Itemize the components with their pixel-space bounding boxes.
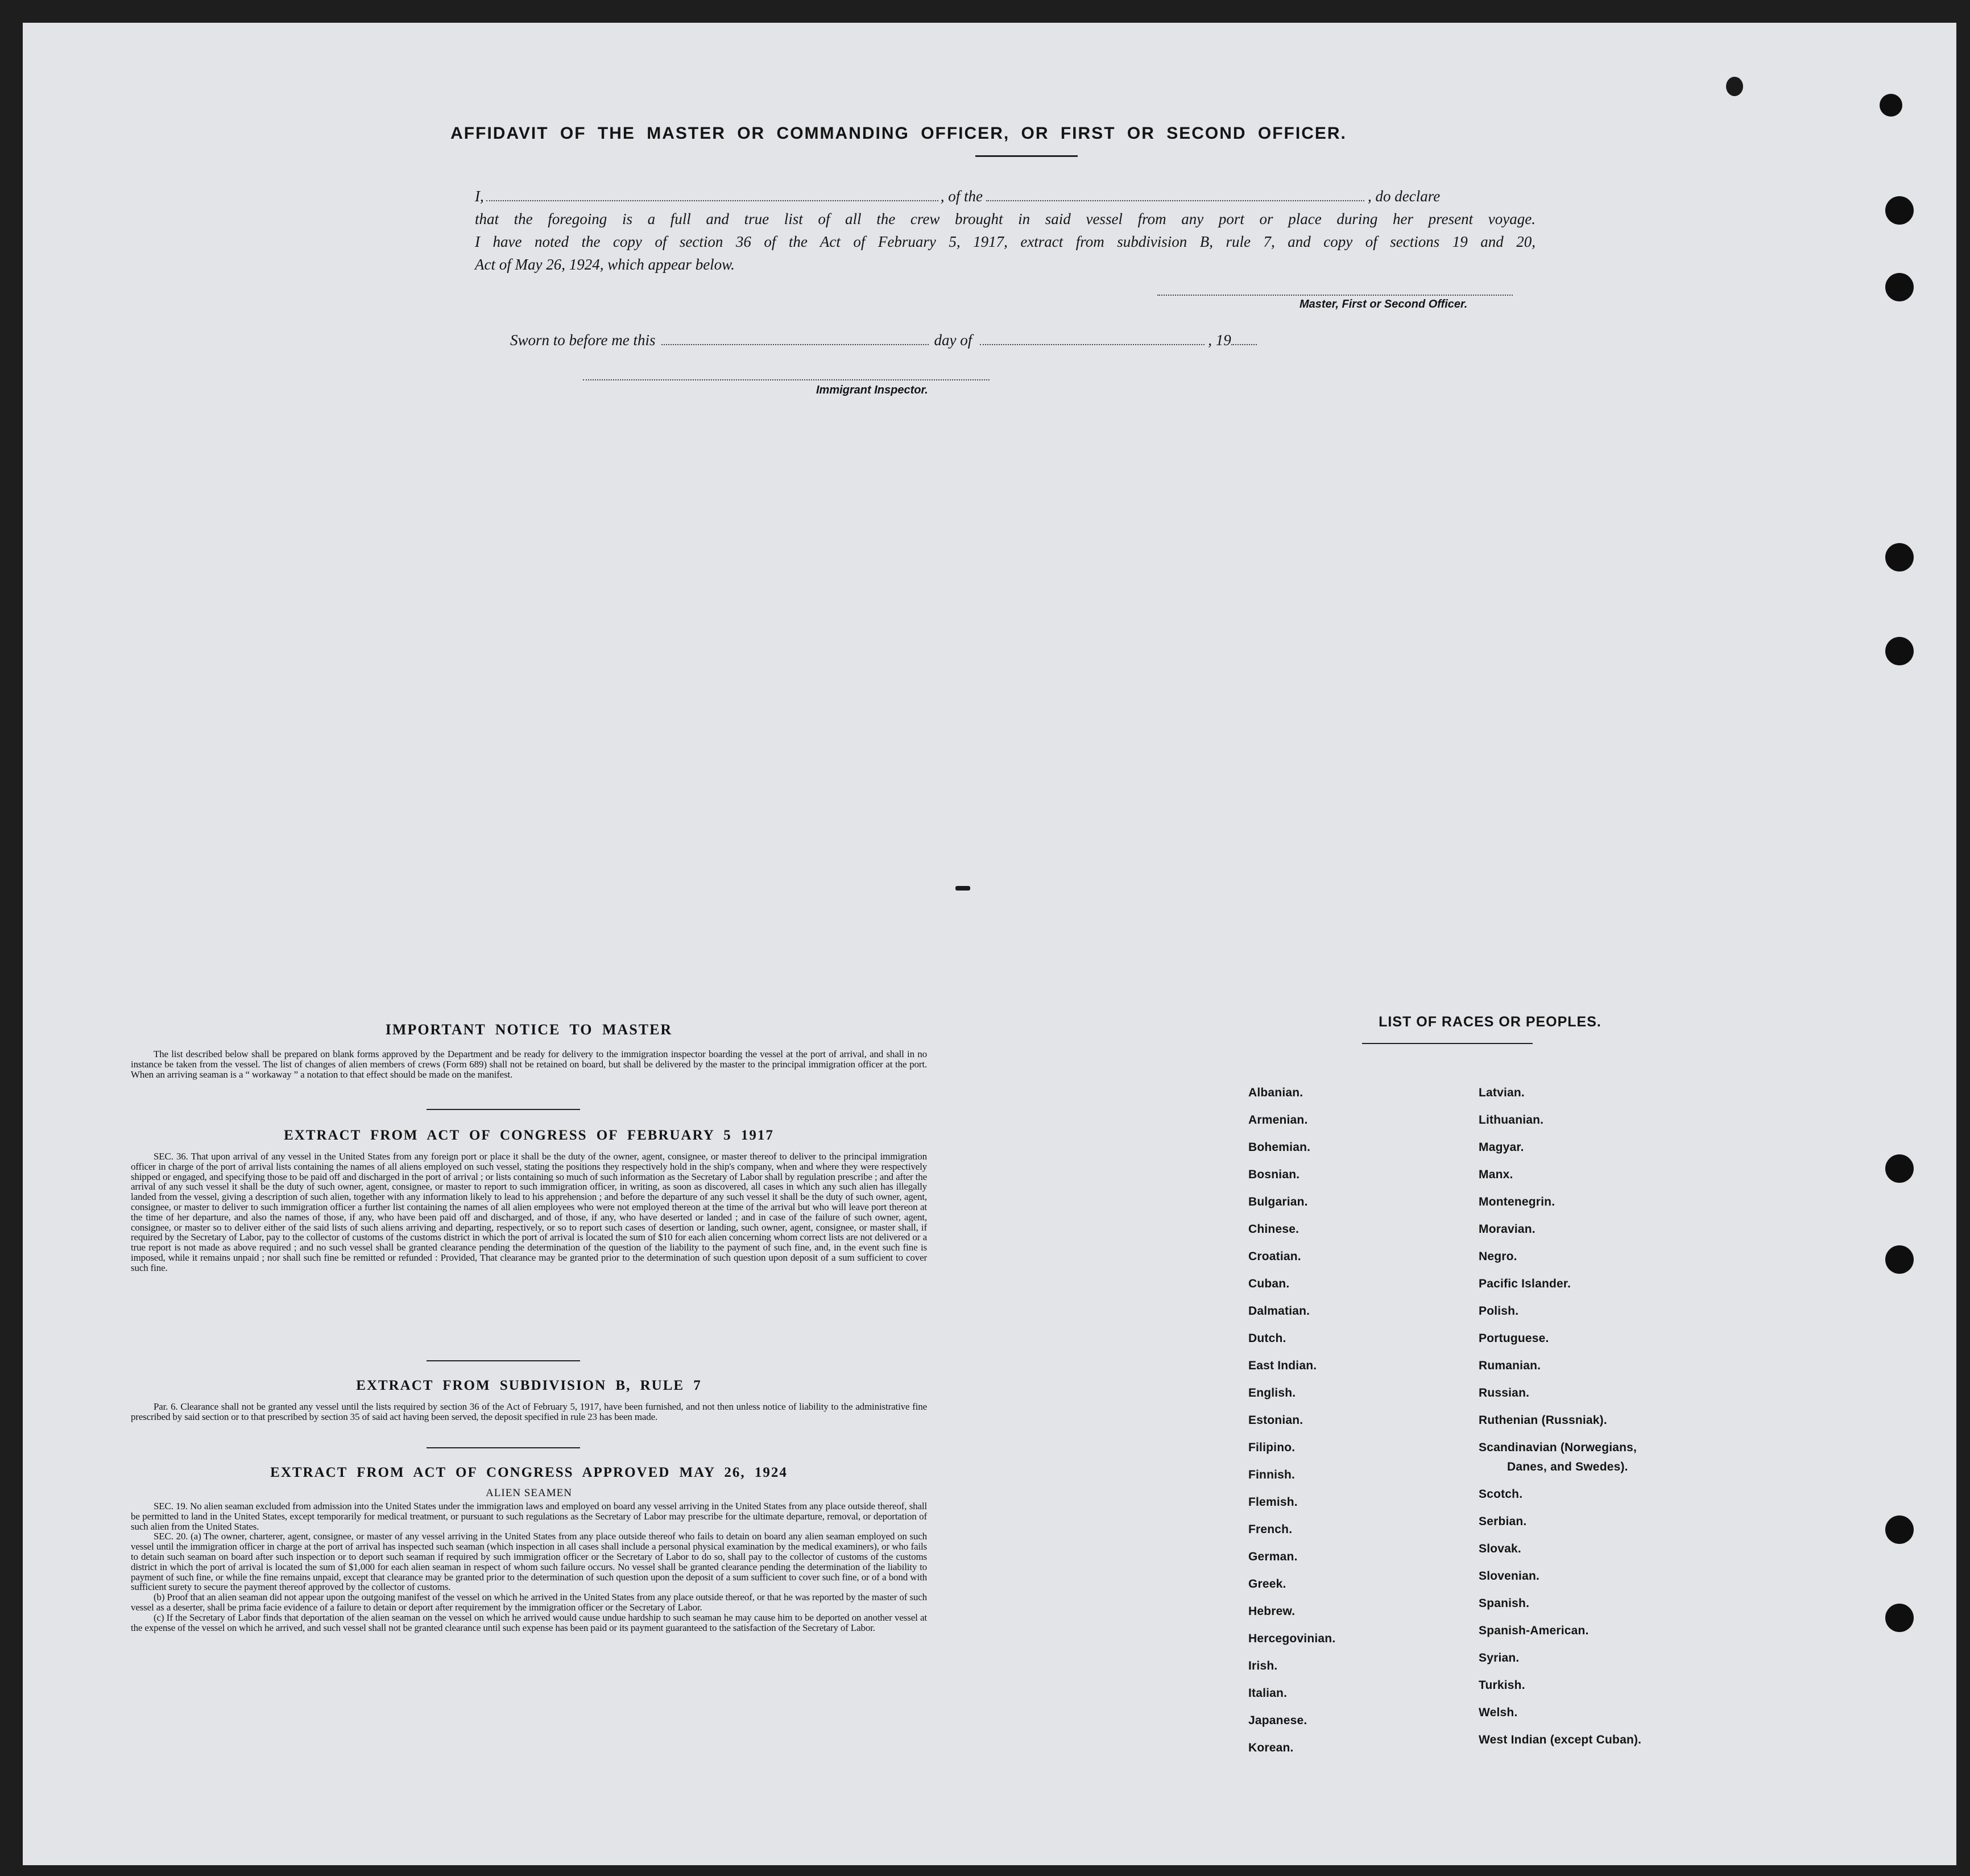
sworn-date-blank[interactable]	[661, 333, 929, 345]
binder-hole	[1885, 273, 1914, 301]
affidavit-title: AFFIDAVIT OF THE MASTER OR COMMANDING OFFICER, OR FIRST OR SECOND OFFICER.	[450, 124, 1347, 143]
race-item: Portuguese.	[1479, 1332, 1549, 1345]
race-item: Italian.	[1248, 1687, 1288, 1700]
race-item: French.	[1248, 1523, 1293, 1536]
race-item: Estonian.	[1248, 1414, 1303, 1427]
race-item: Welsh.	[1479, 1706, 1518, 1719]
extract-1924-body	[131, 1501, 927, 1633]
binder-hole	[1885, 1604, 1914, 1632]
sec-20b: (b) Proof that an alien seaman did not appear upon the outgoing manifest of the vessel on which he arrived in the United States from any place outside thereof, or that he was reported by the master of such vessel as a deserter, shall be prima facie evidence of a failure to detain or deport after requirement by the immigration officer or the Secretary of Labor.	[131, 1592, 927, 1613]
sworn-month-blank[interactable]	[980, 333, 1205, 345]
divider	[427, 1109, 580, 1110]
race-item: Greek.	[1248, 1577, 1286, 1591]
race-item: Irish.	[1248, 1659, 1278, 1672]
races-title: LIST OF RACES OR PEOPLES.	[1379, 1014, 1601, 1030]
inspector-signature-caption: Immigrant Inspector.	[816, 384, 928, 396]
race-item: Rumanian.	[1479, 1359, 1541, 1372]
race-item: Moravian.	[1479, 1223, 1536, 1236]
race-item: Polish.	[1479, 1304, 1519, 1318]
sworn-year-blank[interactable]	[1231, 333, 1257, 345]
affidavit-of-the: , of the	[940, 188, 983, 205]
notice-title: IMPORTANT NOTICE TO MASTER	[385, 1021, 673, 1038]
race-item: Slovak.	[1479, 1542, 1521, 1555]
ink-speck	[955, 886, 970, 891]
race-item: Chinese.	[1248, 1223, 1299, 1236]
extract-rule7-body: Par. 6. Clearance shall not be granted any vessel until the lists required by section 36 of the Act of February 5, 1917, have been furnished, and not then unless notice of liability to the administrative fine prescribed by said section or to that prescribed by section 35 of said act having been served, the deposit specified in rule 23 has been made.	[131, 1401, 927, 1422]
race-item: Bosnian.	[1248, 1168, 1300, 1181]
race-item: Negro.	[1479, 1250, 1517, 1263]
affidavit-i: I,	[475, 188, 484, 205]
alien-seamen-subtitle: ALIEN SEAMEN	[486, 1487, 572, 1499]
races-column-1	[1248, 1086, 1335, 1769]
race-item: Spanish-American.	[1479, 1624, 1589, 1637]
race-item: Bohemian.	[1248, 1141, 1311, 1154]
ink-speck	[1726, 77, 1743, 96]
extract-1917-body: SEC. 36. That upon arrival of any vessel in the United States from any foreign port or place it shall be the duty of the owner, agent, consignee, or master thereof to deliver to the principal immigration officer in charge of the port of arrival lists containing the names of all aliens employed on such vessel, stating the positions they respectively hold in the ship's company, when and where they were respectively shipped or engaged, and specifying those to be paid off and discharged in the port of arrival ; or lists containing so much of such information as the Secretary of Labor shall by regulation prescribe ; and after the arrival of any such vessel it shall be the duty of such owner, agent, consignee, or master to report to such immigration officer, in writing, as soon as discovered, all cases in which any such alien has illegally landed from the vessel, giving a description of such alien, together with any information likely to lead to his apprehension ; and before the departure of any such vessel it shall be the duty of such owner, agent, consignee, or master to deliver to such immigration officer a further list containing the names of all alien employees who were not employed thereon at the time of the arrival but who will leave port thereon at the time of her departure, and also the names of those, if any, who have been paid off and discharged, and of those, if any, who have deserted or landed ; and in case of the failure of such owner, agent, consignee, or master so to deliver either of the said lists of such aliens arriving and departing, respectively, or so to report such cases of desertion or landing, such owner, agent, consignee, or master shall, if required by the Secretary of Labor, pay to the collector of customs of the customs district in which the port of arrival is located the sum of $10 for each alien concerning whom correct lists are not delivered or a true report is not made as above required ; and no such vessel shall be granted clearance pending the determination of the question of the liability to the payment of such fine, and, in the event such fine is imposed, while it remains unpaid ; nor shall such fine be remitted or refunded : Provided, That clearance may be granted prior to the determination of such question upon deposit of a sum sufficient to cover such fine.	[131, 1151, 927, 1273]
affidavit-line-3: I have noted the copy of section 36 of the Act of February 5, 1917, extract from subdivision B, rule 7, and copy of sections 19 and 20,	[475, 233, 1536, 250]
race-item: Bulgarian.	[1248, 1195, 1308, 1208]
race-item: Finnish.	[1248, 1468, 1296, 1481]
race-item: Armenian.	[1248, 1113, 1308, 1127]
divider	[427, 1447, 580, 1448]
race-item: Ruthenian (Russniak).	[1479, 1414, 1607, 1427]
race-item: Filipino.	[1248, 1441, 1296, 1454]
race-item: Korean.	[1248, 1741, 1294, 1754]
races-column-2	[1479, 1086, 1641, 1761]
race-item: English.	[1248, 1386, 1296, 1399]
race-item: Turkish.	[1479, 1679, 1525, 1692]
race-item: Montenegrin.	[1479, 1195, 1555, 1208]
sworn-line	[510, 332, 1257, 349]
race-item: Hebrew.	[1248, 1605, 1296, 1618]
race-item: East Indian.	[1248, 1359, 1317, 1372]
sec-20c: (c) If the Secretary of Labor finds that deportation of the alien seaman on the vessel on which he arrived would cause undue hardship to such seaman he may cause him to be deported on another vessel at the expense of the vessel on which he arrived, and such vessel shall not be granted clearance until such expense has been paid or its payment guaranteed to the satisfaction of the Secretary of Labor.	[131, 1612, 927, 1633]
race-item: Pacific Islander.	[1479, 1277, 1571, 1290]
extract-rule7-title: EXTRACT FROM SUBDIVISION B, RULE 7	[356, 1378, 702, 1393]
race-item: Spanish.	[1479, 1597, 1530, 1610]
extract-1924-title: EXTRACT FROM ACT OF CONGRESS APPROVED MAY 26, 1924	[270, 1465, 788, 1480]
binder-hole	[1885, 1245, 1914, 1274]
race-item: Russian.	[1479, 1386, 1530, 1399]
race-item: Japanese.	[1248, 1714, 1307, 1727]
document-page	[23, 23, 1956, 1865]
race-item: Magyar.	[1479, 1141, 1524, 1154]
race-item: Cuban.	[1248, 1277, 1290, 1290]
binder-hole	[1885, 1154, 1914, 1183]
race-item: West Indian (except Cuban).	[1479, 1733, 1642, 1746]
race-item: Scandinavian (Norwegians,	[1479, 1441, 1637, 1454]
race-item: Danes, and Swedes).	[1507, 1460, 1628, 1473]
name-blank[interactable]	[486, 189, 938, 201]
affidavit-line-1	[475, 185, 1536, 208]
sec-19: SEC. 19. No alien seaman excluded from admission into the United States under the immigration laws and employed on board any vessel arriving in the United States from any place outside thereof, shall be permitted to land in the United States, except temporarily for medical treatment, or pursuant to such regulations as the Secretary of Labor may prescribe for the ultimate departure, removal, or deportation of such alien from the United States.	[131, 1501, 927, 1532]
race-item: Lithuanian.	[1479, 1113, 1544, 1127]
race-item: Albanian.	[1248, 1086, 1303, 1099]
inspector-signature-line[interactable]	[583, 379, 990, 380]
binder-hole	[1885, 637, 1914, 665]
race-item: Scotch.	[1479, 1488, 1523, 1501]
binder-hole	[1885, 1515, 1914, 1544]
race-item: Dalmatian.	[1248, 1304, 1310, 1318]
affidavit-do-declare: , do declare	[1368, 188, 1441, 205]
races-divider	[1362, 1043, 1533, 1044]
year-label: , 19	[1208, 332, 1231, 349]
race-item: Croatian.	[1248, 1250, 1301, 1263]
race-item: Dutch.	[1248, 1332, 1286, 1345]
race-item: Slovenian.	[1479, 1569, 1540, 1583]
binder-hole	[1885, 196, 1914, 225]
master-signature-line[interactable]	[1157, 295, 1513, 296]
notice-body: The list described below shall be prepared on blank forms approved by the Department and be ready for delivery to the immigration inspector boarding the vessel at the port of arrival, and shall in no instance be taken from the vessel. The list of changes of alien members of crews (Form 689) shall not be retained on board, but shall be delivered by the master to the principal immigration officer at the port. When an arriving seaman is a “ workaway ” a notation to that effect should be made on the manifest.	[131, 1049, 927, 1080]
master-signature-caption: Master, First or Second Officer.	[1299, 298, 1468, 310]
affidavit-line-4: Act of May 26, 1924, which appear below.	[475, 256, 735, 273]
race-item: German.	[1248, 1550, 1298, 1563]
sec-20a: SEC. 20. (a) The owner, charterer, agent, consignee, or master of any vessel arriving in the United States from any place outside thereof who fails to detain on board any alien seaman employed on such vessel until the immigration officer in charge at the port of arrival has inspected such seaman (which inspection in all cases shall include a personal physical examination by the medical examiners), or who fails to detain such seaman on board after such inspection or to deport such seaman if required by such immigration officer or the Secretary of Labor to do so, shall pay to the collector of customs of the customs district in which the port of arrival is located the sum of $1,000 for each alien seaman in respect of whom such failure occurs. No vessel shall be granted clearance pending the determination of the liability to payment of such fine, or while the fine remains unpaid, except that clearance may be granted prior to the determination of such question upon the deposit of a sum sufficient to cover such fine, or of a bond with sufficient surety to secure the payment thereof approved by the collector of customs.	[131, 1531, 927, 1593]
race-item: Latvian.	[1479, 1086, 1525, 1099]
sworn-label: Sworn to before me this	[510, 332, 656, 349]
affidavit-line-2: that the foregoing is a full and true list of all the crew brought in said vessel from any port or place during her present voyage.	[475, 210, 1536, 227]
title-underline	[975, 155, 1078, 157]
binder-hole	[1880, 94, 1902, 117]
divider	[427, 1360, 580, 1361]
vessel-blank[interactable]	[986, 189, 1364, 201]
race-item: Manx.	[1479, 1168, 1513, 1181]
day-of-label: day of	[934, 332, 972, 349]
race-item: Hercegovinian.	[1248, 1632, 1336, 1645]
race-item: Serbian.	[1479, 1515, 1527, 1528]
race-item: Flemish.	[1248, 1496, 1298, 1509]
race-item: Syrian.	[1479, 1651, 1520, 1664]
extract-1917-title: EXTRACT FROM ACT OF CONGRESS OF FEBRUARY 5 1917	[284, 1128, 774, 1143]
binder-hole	[1885, 543, 1914, 572]
